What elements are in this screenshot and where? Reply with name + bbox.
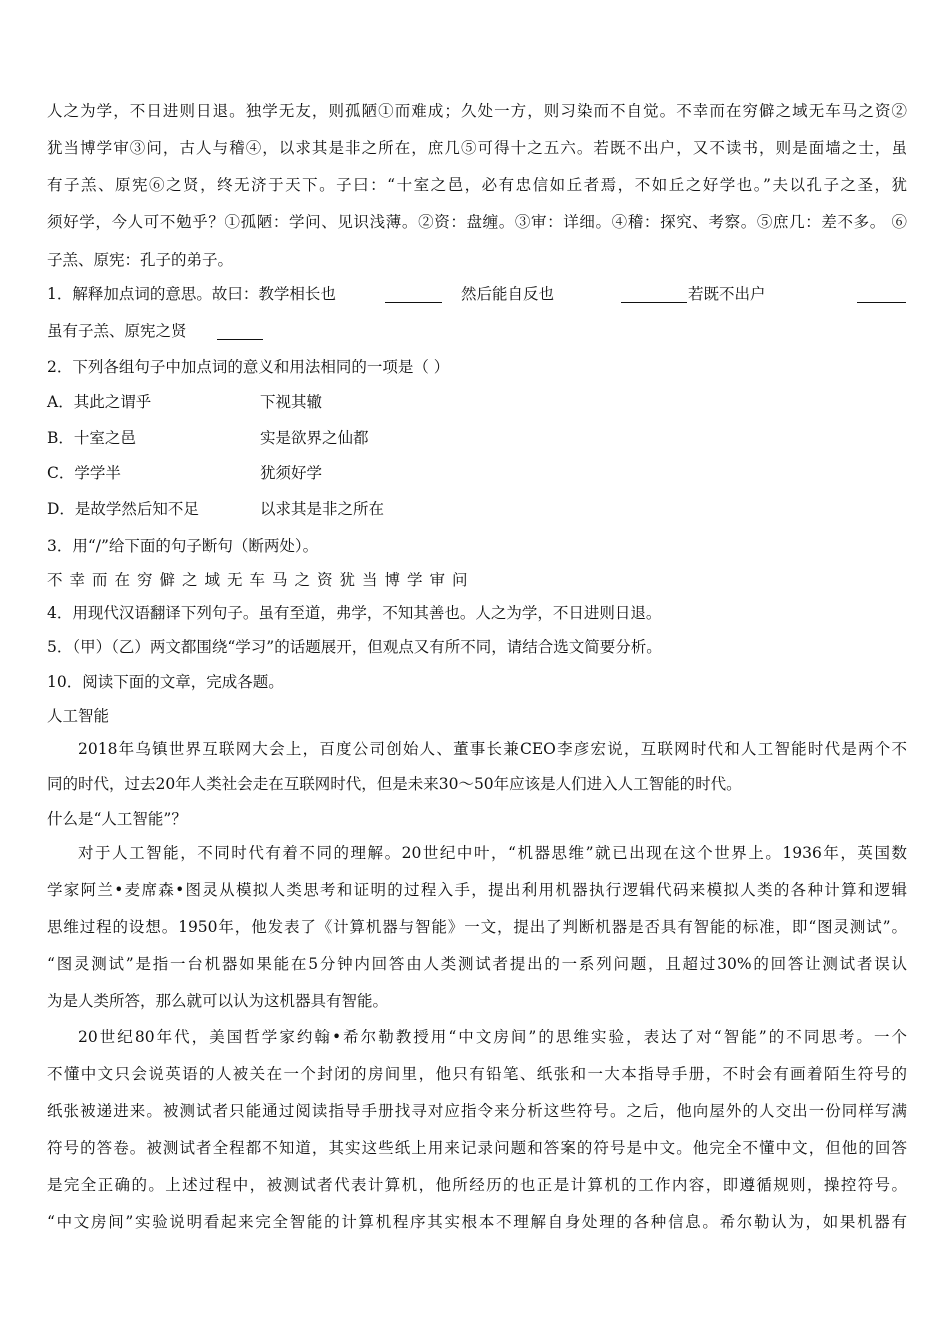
article-paragraph-line: 学家阿兰•麦席森•图灵从模拟人类思考和证明的过程入手，提出利用机器执行逻辑代码来模拟人类的各种计算和逻辑 <box>47 881 907 899</box>
article-subtitle: 什么是“人工智能”？ <box>47 810 187 828</box>
article-paragraph-line: 纸张被递进来。被测试者只能通过阅读指导手册找寻对应指令来分析这些符号。之后，他向屋外的人交出一份同样写满 <box>47 1102 907 1120</box>
article-paragraph-line: 为是人类所答，那么就可以认为这机器具有智能。 <box>47 992 389 1010</box>
q5-text: 5．（甲）（乙）两文都围绕“学习”的话题展开，但观点又有所不同，请结合选文简要分析。 <box>47 638 662 656</box>
q3-sentence: 不幸而在穷僻之域无车马之资犹当博学审问 <box>47 571 475 589</box>
passage-line: 子羔、原宪：孔子的弟子。 <box>47 251 234 269</box>
article-title: 人工智能 <box>47 707 110 725</box>
q2-option-b: B．十室之邑 <box>47 429 136 447</box>
q3-stem: 3．用“/”给下面的句子断句（断两处）。 <box>47 537 319 555</box>
passage-line: 犹当博学审③问，古人与稽④，以求其是非之所在，庶几⑤可得十之五六。若既不出户，又不读书，则是面墙之士，虽 <box>47 139 907 157</box>
article-paragraph-line: “图灵测试”是指一台机器如果能在5分钟内回答由人类测试者提出的一系列问题，且超过30%的回答让测试者误认 <box>47 955 907 973</box>
passage-line: 须好学，今人可不勉乎？①孤陋：学问、见识浅薄。②资：盘缠。③审：详细。④稽：探究、考察。⑤庶几：差不多。 ⑥ <box>47 213 907 231</box>
q1-text-part1: 1．解释加点词的意思。故曰：教学相长也 <box>47 285 336 303</box>
article-paragraph-line: 2018年乌镇世界互联网大会上，百度公司创始人、董事长兼CEO李彦宏说，互联网时代和人工智能时代是两个不 <box>78 740 907 758</box>
q4-text: 4．用现代汉语翻译下列句子。虽有至道，弗学，不知其善也。人之为学，不日进则日退。 <box>47 604 662 622</box>
q1-text-part4: 虽有子羔、原宪之贤 <box>47 322 187 340</box>
q2-option-d: D．是故学然后知不足 <box>47 500 199 518</box>
article-paragraph-line: 思维过程的设想。1950年，他发表了《计算机器与智能》一文，提出了判断机器是否具有智能的标准，即“图灵测试”。 <box>47 918 907 936</box>
q1-text-part2: 然后能自反也 <box>461 285 555 303</box>
q1-blank-4[interactable] <box>217 320 263 340</box>
q2-option-a-pair: 下视其辙 <box>260 393 323 411</box>
article-paragraph-line: 是完全正确的。上述过程中，被测试者代表计算机，他所经历的也正是计算机的工作内容，即遵循规则，操控符号。 <box>47 1176 907 1194</box>
q1-blank-1[interactable] <box>385 283 442 303</box>
article-paragraph-line: 同的时代，过去20年人类社会走在互联网时代，但是未来30～50年应该是人们进入人工智能的时代。 <box>47 775 742 793</box>
q1-text-part3: 若既不出户 <box>688 285 766 303</box>
q1-blank-2[interactable] <box>621 283 687 303</box>
article-paragraph-line: 不懂中文只会说英语的人被关在一个封闭的房间里，他只有铅笔、纸张和一大本指导手册，不时会有画着陌生符号的 <box>47 1065 907 1083</box>
q2-option-a: A．其此之谓乎 <box>47 393 152 411</box>
q10-text: 10．阅读下面的文章，完成各题。 <box>47 673 284 691</box>
article-paragraph-line: 20世纪80年代，美国哲学家约翰•希尔勒教授用“中文房间”的思维实验，表达了对“智能”的不同思考。一个 <box>78 1028 907 1046</box>
passage-line: 有子羔、原宪⑥之贤，终无济于天下。子曰：“十室之邑，必有忠信如丘者焉，不如丘之好学也。”夫以孔子之圣，犹 <box>47 176 907 194</box>
article-paragraph-line: 符号的答卷。被测试者全程都不知道，其实这些纸上用来记录问题和答案的符号是中文。他完全不懂中文，但他的回答 <box>47 1139 907 1157</box>
q1-blank-3[interactable] <box>857 283 906 303</box>
q2-option-c: C．学学半 <box>47 464 121 482</box>
article-paragraph-line: “中文房间”实验说明看起来完全智能的计算机程序其实根本不理解自身处理的各种信息。希尔勒认为，如果机器有 <box>47 1213 907 1231</box>
q2-stem: 2．下列各组句子中加点词的意义和用法相同的一项是（ ） <box>47 358 450 376</box>
q2-option-c-pair: 犹须好学 <box>260 464 323 482</box>
article-paragraph-line: 对于人工智能，不同时代有着不同的理解。20世纪中叶，“机器思维”就已出现在这个世界上。1936年，英国数 <box>78 844 907 862</box>
passage-line: 人之为学，不日进则日退。独学无友，则孤陋①而难成；久处一方，则习染而不自觉。不幸而在穷僻之域无车马之资② <box>47 102 907 120</box>
q2-option-d-pair: 以求其是非之所在 <box>260 500 385 518</box>
q2-option-b-pair: 实是欲界之仙都 <box>260 429 369 447</box>
